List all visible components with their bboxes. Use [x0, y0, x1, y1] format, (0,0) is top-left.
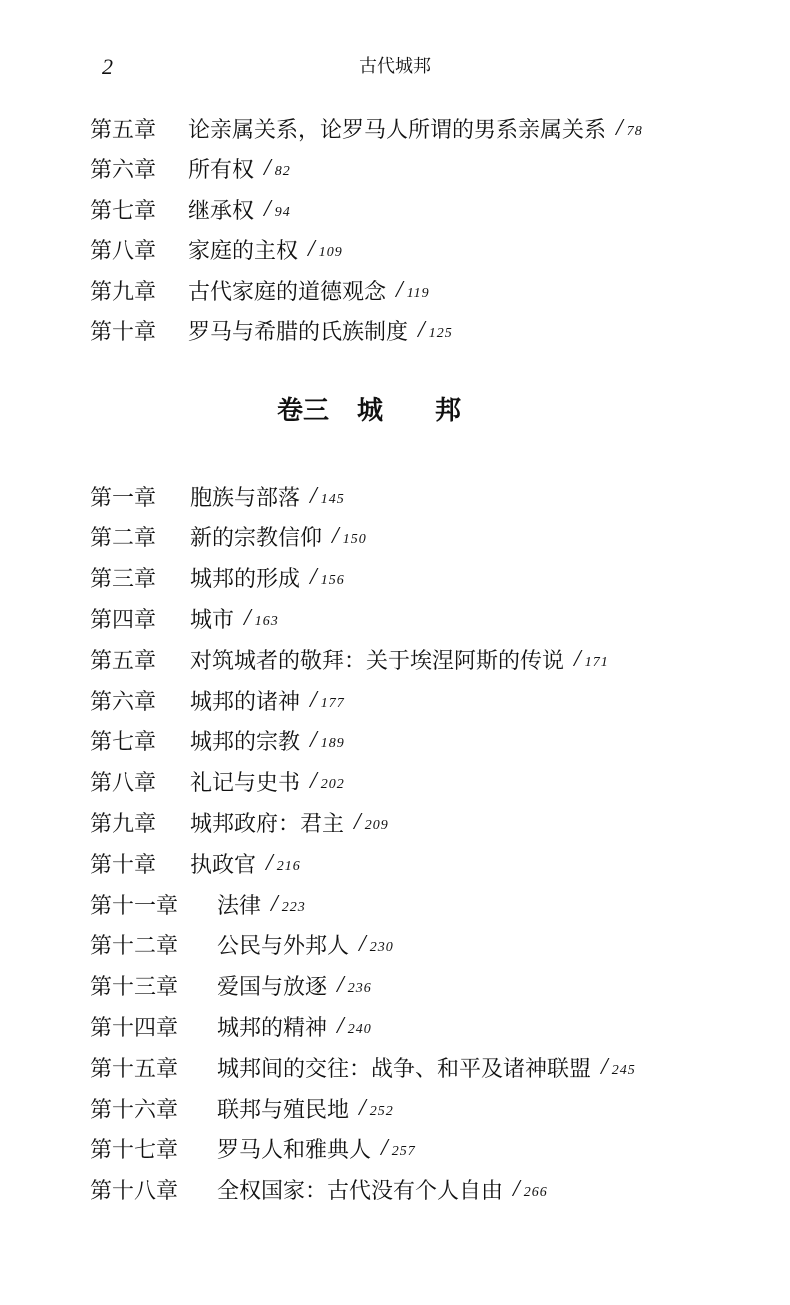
- page-number-ref: 109: [318, 245, 343, 260]
- toc-entry: [90, 110, 643, 146]
- chapter-title: 对筑城者的敬拜：关于埃涅阿斯的传说: [190, 648, 565, 674]
- page-reference: [601, 1054, 636, 1081]
- chapter-title: 城邦的诸神: [190, 689, 301, 715]
- page-number-ref: 156: [320, 573, 345, 589]
- page-number-ref: 257: [391, 1144, 416, 1160]
- chapter-title: 城邦的精神: [217, 1015, 328, 1041]
- page-number-ref: 266: [523, 1185, 548, 1201]
- volume-heading: [0, 390, 790, 427]
- chapter-title: 联邦与殖民地: [217, 1097, 350, 1123]
- toc-entry: [90, 927, 394, 963]
- slash-separator: /: [601, 1053, 608, 1080]
- page-number-ref: 252: [369, 1103, 394, 1119]
- chapter-number: 第四章: [90, 607, 157, 633]
- toc-entry: [90, 1008, 372, 1044]
- chapter-number: 第九章: [90, 279, 157, 305]
- page-reference: [359, 931, 394, 958]
- chapter-title: 胞族与部落: [190, 485, 301, 511]
- page-reference: [332, 523, 367, 550]
- toc-entry: [90, 272, 430, 308]
- toc-entry: [90, 1049, 636, 1085]
- page-number-ref: 78: [626, 123, 643, 139]
- toc-entry: [90, 641, 609, 677]
- chapter-number: 第七章: [90, 198, 157, 224]
- chapter-title: 爱国与放逐: [217, 975, 328, 1001]
- page-number-ref: 150: [342, 532, 367, 548]
- chapter-title: 古代家庭的道德观念: [188, 279, 387, 305]
- toc-entry: [90, 519, 367, 555]
- chapter-number: 第八章: [90, 239, 157, 264]
- slash-separator: /: [264, 195, 271, 222]
- chapter-number: 第十六章: [90, 1097, 179, 1123]
- slash-separator: /: [310, 768, 317, 795]
- chapter-number: 第八章: [90, 771, 157, 797]
- chapter-number: 第十二章: [90, 934, 179, 960]
- slash-separator: /: [244, 604, 251, 631]
- page-reference: [264, 155, 291, 182]
- chapter-title: 新的宗教信仰: [190, 526, 323, 552]
- slash-separator: /: [310, 564, 317, 591]
- chapter-number: 第十章: [90, 320, 157, 345]
- chapter-title: 城邦间的交往：战争、和平及诸神联盟: [217, 1056, 592, 1082]
- slash-separator: /: [359, 1094, 366, 1121]
- chapter-title: 城邦的形成: [190, 567, 301, 593]
- chapter-title: 罗马人和雅典人: [217, 1138, 372, 1164]
- slash-separator: /: [337, 972, 344, 999]
- chapter-number: 第十章: [90, 852, 157, 878]
- page-reference: [310, 768, 345, 795]
- chapter-title: 所有权: [188, 158, 255, 183]
- toc-entry: [90, 804, 389, 840]
- slash-separator: /: [310, 727, 317, 754]
- slash-separator: /: [332, 523, 339, 550]
- page-number-ref: 171: [584, 654, 609, 670]
- slash-separator: /: [310, 482, 317, 509]
- chapter-title: 全权国家：古代没有个人自由: [217, 1179, 504, 1205]
- slash-separator: /: [359, 931, 366, 958]
- page-reference: [244, 605, 279, 632]
- page-number-ref: 125: [428, 326, 453, 341]
- chapter-title: 城市: [190, 607, 235, 633]
- slash-separator: /: [264, 155, 271, 181]
- page-reference: [381, 1135, 416, 1162]
- chapter-number: 第十三章: [90, 975, 179, 1001]
- chapter-title: 公民与外邦人: [217, 934, 350, 960]
- page-number-ref: 163: [254, 613, 279, 629]
- slash-separator: /: [513, 1176, 520, 1203]
- chapter-number: 第十一章: [90, 893, 179, 919]
- chapter-title: 城邦的宗教: [190, 730, 301, 756]
- toc-entry: [90, 1131, 416, 1167]
- chapter-number: 第十四章: [90, 1015, 179, 1041]
- slash-separator: /: [271, 890, 278, 917]
- slash-separator: /: [396, 276, 403, 303]
- chapter-number: 第十七章: [90, 1138, 179, 1164]
- chapter-title: 法律: [217, 893, 262, 919]
- chapter-number: 第五章: [90, 648, 157, 674]
- toc-entry: [90, 191, 291, 227]
- page-reference: [310, 687, 345, 714]
- page-number-ref: 177: [320, 695, 345, 711]
- chapter-title: 礼记与史书: [190, 771, 301, 797]
- slash-separator: /: [354, 808, 361, 835]
- toc-entry: [90, 764, 345, 800]
- page-number-ref: 245: [611, 1062, 636, 1078]
- chapter-title: 罗马与希腊的氏族制度: [188, 320, 409, 345]
- toc-entry: [90, 723, 345, 759]
- page-reference: [337, 972, 372, 999]
- toc-entry: [90, 232, 343, 268]
- toc-entry: [90, 151, 291, 187]
- page-reference: [418, 317, 453, 344]
- page-reference: [308, 236, 343, 263]
- page-reference: [359, 1095, 394, 1122]
- slash-separator: /: [616, 114, 623, 141]
- page-number-ref: 223: [281, 899, 306, 915]
- toc-entry: [90, 560, 345, 596]
- slash-separator: /: [310, 686, 317, 713]
- slash-separator: /: [574, 645, 581, 672]
- page-reference: [354, 809, 389, 836]
- page-number: 2: [102, 54, 113, 79]
- page-reference: [337, 1013, 372, 1040]
- chapter-title: 执政官: [190, 852, 257, 878]
- chapter-number: 第二章: [90, 526, 157, 552]
- slash-separator: /: [337, 1012, 344, 1039]
- page-reference: [574, 646, 609, 673]
- chapter-number: 第十八章: [90, 1179, 179, 1205]
- page-reference: [310, 564, 345, 591]
- chapter-number: 第五章: [90, 117, 157, 143]
- toc-entry: [90, 600, 279, 636]
- volume-label: 卷三: [276, 396, 329, 426]
- slash-separator: /: [308, 236, 315, 262]
- page-reference: [616, 115, 643, 142]
- chapter-number: 第三章: [90, 567, 157, 593]
- toc-entry: [90, 478, 345, 514]
- chapter-title: 论亲属关系，论罗马人所谓的男系亲属关系: [188, 117, 607, 143]
- chapter-title: 继承权: [188, 198, 255, 224]
- page-number-ref: 216: [276, 858, 301, 874]
- chapter-number: 第七章: [90, 730, 157, 756]
- volume-name: 城邦: [357, 396, 514, 426]
- page-number-ref: 240: [347, 1021, 372, 1037]
- chapter-title: 城邦政府：君主: [190, 811, 345, 837]
- toc-entry: [90, 886, 306, 922]
- page-reference: [396, 277, 430, 304]
- page-number-ref: 236: [347, 981, 372, 997]
- page-reference: [310, 727, 345, 754]
- slash-separator: /: [418, 317, 425, 343]
- toc-entry: [90, 845, 301, 881]
- toc-entry: [90, 1172, 548, 1208]
- page-reference: [266, 850, 301, 877]
- page-number-ref: 94: [274, 204, 291, 220]
- slash-separator: /: [266, 849, 273, 876]
- chapter-title: 家庭的主权: [188, 239, 299, 264]
- page-reference: [264, 196, 291, 223]
- running-title: 古代城邦: [359, 56, 431, 77]
- page-number-ref: 189: [320, 736, 345, 752]
- toc-entry: [90, 1090, 394, 1126]
- page-number-ref: 82: [274, 164, 291, 179]
- toc-entry: [90, 968, 372, 1004]
- page-reference: [513, 1176, 548, 1203]
- page-reference: [310, 483, 345, 510]
- toc-entry: [90, 313, 453, 349]
- toc-entry: [90, 682, 345, 718]
- page-number-ref: 145: [320, 491, 345, 507]
- chapter-number: 第十五章: [90, 1056, 179, 1082]
- page-number-ref: 202: [320, 777, 345, 793]
- page-number-ref: 209: [364, 817, 389, 833]
- chapter-number: 第九章: [90, 811, 157, 837]
- page-number-ref: 119: [406, 285, 430, 301]
- chapter-number: 第六章: [90, 158, 157, 183]
- page-reference: [271, 891, 306, 918]
- slash-separator: /: [381, 1135, 388, 1162]
- page-number-ref: 230: [369, 940, 394, 956]
- chapter-number: 第六章: [90, 689, 157, 715]
- chapter-number: 第一章: [90, 485, 157, 511]
